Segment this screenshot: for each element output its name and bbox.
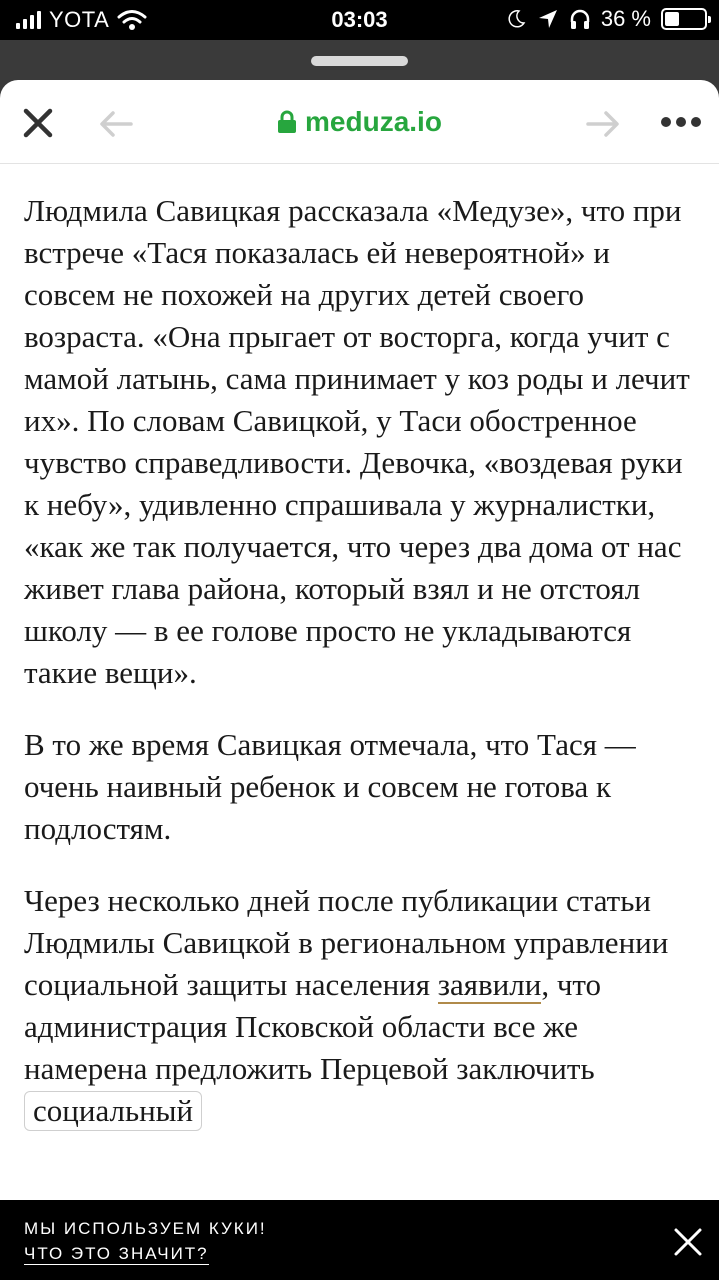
forward-arrow-icon[interactable] [586, 111, 620, 137]
carrier-label: YOTA [49, 7, 110, 32]
lock-icon [277, 110, 297, 134]
battery-icon [661, 8, 707, 30]
browser-sheet [0, 80, 719, 1200]
cookie-banner-text [24, 1216, 267, 1266]
sheet-grabber[interactable] [311, 56, 408, 66]
inline-term-chip[interactable]: социальный [24, 1091, 202, 1131]
sheet-top [0, 40, 719, 80]
article-paragraph-1: Людмила Савицкая рассказала «Медузе», что при встрече «Тася показалась ей невероятной» и совсем не похожей на других детей своего возраста. «Она прыгает от восторга, когда учит с мамой латынь, сама принимает у коз роды и лечит их». По словам Савицкой, у Таси обостренное чувство справедливости. Девочка, «воздевая руки к небу», удивленно спрашивала у журналистки, «как же так получается, что через два дома от нас живет глава района, который взял и не отстоял школу — в ее голове просто не укладываются такие вещи». [24, 193, 690, 690]
cookie-info-link[interactable]: ЧТО ЭТО ЗНАЧИТ? [24, 1244, 209, 1263]
cookie-banner [0, 1200, 719, 1280]
status-right [505, 6, 707, 32]
article-link-zayavili[interactable]: заявили [437, 967, 542, 1002]
paragraph-3-text-start: Через несколько дней после публикации статьи Людмилы Савицкой в региональном управлении социальной защиты населения [24, 883, 669, 1002]
paragraph-3-text-end: , что администрация Псковской области все же намерена предложить Перцевой заключить [24, 967, 602, 1086]
battery-tip [708, 16, 711, 23]
article-body [24, 190, 704, 1162]
more-icon[interactable] [660, 116, 702, 128]
article-paragraph-3 [24, 880, 704, 1132]
status-time: 03:03 [331, 7, 388, 32]
location-icon [537, 8, 559, 30]
battery-level [665, 12, 679, 26]
domain-label: meduza.io [305, 106, 442, 137]
browser-toolbar [0, 80, 719, 164]
status-bar [0, 0, 719, 40]
close-icon[interactable] [672, 1226, 704, 1258]
moon-icon [505, 8, 527, 30]
battery-percent: 36 % [600, 6, 651, 31]
headphones-icon [569, 8, 591, 30]
cookie-message: МЫ ИСПОЛЬЗУЕМ КУКИ! [24, 1219, 267, 1238]
article-paragraph-2: В то же время Савицкая отмечала, что Тася — очень наивный ребенок и совсем не готова к подлостям. [24, 727, 636, 846]
